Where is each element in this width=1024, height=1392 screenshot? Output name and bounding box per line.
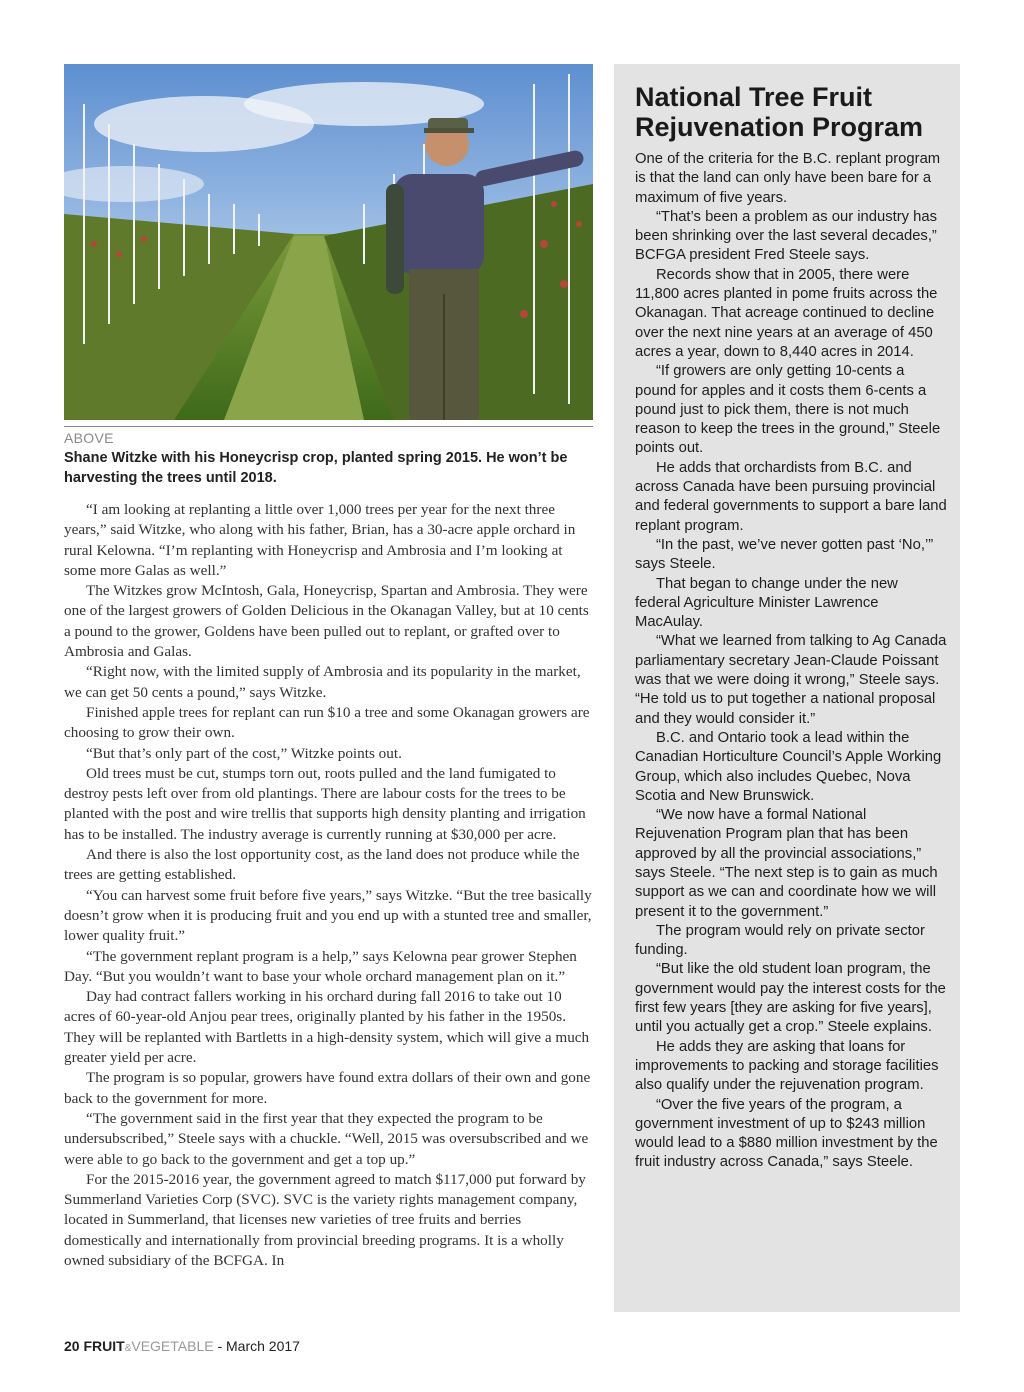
article-paragraph: The program is so popular, growers have found extra dollars of their own and gone back to the government for more.	[64, 1069, 591, 1107]
sidebar-paragraph: Records show that in 2005, there were 11,800 acres planted in pome fruits across the Okanagan. That acreage continued to decline over the next nine years at an average of 450 acres a year, down to 8,440 acres in 2014.	[635, 266, 938, 360]
sidebar-paragraph: He adds that orchardists from B.C. and across Canada have been pursuing provincial and federal governments to support a bare land replant program.	[635, 459, 947, 534]
sidebar-paragraph: B.C. and Ontario took a lead within the Canadian Horticulture Council’s Apple Working Group, which also includes Quebec, Nova Scotia and New Brunswick.	[635, 729, 942, 804]
sidebar-paragraph: The program would rely on private sector funding.	[635, 922, 925, 959]
sidebar-paragraph: “If growers are only getting 10-cents a pound for apples and it costs them 6-cents a pound just to pick them, there is not much reason to keep the trees in the ground,” Steele points out.	[635, 363, 941, 457]
page-number: 20	[64, 1338, 80, 1354]
magazine-name-ampersand: &	[124, 1343, 132, 1354]
article-paragraph: Old trees must be cut, stumps torn out, roots pulled and the land fumigated to destroy pests left over from old plantings. There are labour costs for the trees to be planted with the post and wire trellis that supports high density planting and irrigation has to be installed. The industry average is currently running at $30,000 per acre.	[64, 764, 586, 843]
sidebar-box	[614, 64, 960, 1312]
sidebar-paragraph: “In the past, we’ve never gotten past ‘No,’” says Steele.	[635, 536, 934, 573]
article-paragraph: “The government said in the first year that they expected the program to be undersubscribed,” Steele says with a chuckle. “Well, 2015 was oversubscribed and we were able to go back to the government and get a top up.”	[64, 1109, 589, 1168]
orchard-photo	[64, 64, 593, 420]
article-paragraph: For the 2015-2016 year, the government agreed to match $117,000 put forward by Summerland Varieties Corp (SVC). SVC is the variety rights management company, located in Summerland, that licenses new varieties of tree fruits and berries domestically and internationally from provincial breeding programs. It is a wholly owned subsidiary of the BCFGA. In	[64, 1170, 586, 1269]
article-paragraph: “I am looking at replanting a little over 1,000 trees per year for the next three years,” said Witzke, who along with his father, Brian, has a 30-acre apple orchard in rural Kelowna. “I’m replanting with Honeycrisp and Ambrosia and I’m looking at some more Galas as well.”	[64, 501, 576, 579]
article-paragraph: And there is also the lost opportunity cost, as the land does not produce while the trees are getting established.	[64, 846, 580, 884]
sidebar-paragraph: “But like the old student loan program, the government would pay the interest costs for the first few years [they are asking for five years], until you actually get a crop.” Steele explains.	[635, 961, 946, 1036]
article-paragraph: Finished apple trees for replant can run $10 a tree and some Okanagan growers are choosing to grow their own.	[64, 703, 590, 742]
caption-kicker: ABOVE	[64, 430, 114, 446]
sidebar-body	[635, 150, 947, 1173]
sidebar-paragraph: That began to change under the new federal Agriculture Minister Lawrence MacAulay.	[635, 575, 898, 631]
caption-rule	[64, 426, 593, 427]
sidebar-title: National Tree Fruit Rejuvenation Program	[635, 82, 924, 142]
sidebar-paragraph: He adds they are asking that loans for improvements to packing and storage facilities also qualify under the rejuvenation program.	[635, 1038, 939, 1094]
sidebar-paragraph: One of the criteria for the B.C. replant program is that the land can only have been bare for a maximum of five years.	[635, 151, 941, 206]
article-paragraph: “But that’s only part of the cost,” Witzke points out.	[86, 744, 402, 762]
article-paragraph: The Witzkes grow McIntosh, Gala, Honeycrisp, Spartan and Ambrosia. They were one of the largest growers of Golden Delicious in the Okanagan Valley, but at 10 cents a pound to the grower, Goldens have been pulled out to replant, or grafted over to Ambrosia and Galas.	[64, 582, 589, 661]
sidebar-paragraph: “We now have a formal National Rejuvenation Program plan that has been approved by all the provincial associations,” says Steele. “The next step is to gain as much support as we can and coordinate how we will present it to the government.”	[635, 807, 938, 920]
sidebar-paragraph: “What we learned from talking to Ag Canada parliamentary secretary Jean-Claude Poissant was that we were doing it wrong,” Steele says. “He told us to put together a national proposal and they would consider it.”	[635, 633, 947, 727]
sidebar-paragraph: “Over the five years of the program, a government investment of up to $243 million would lead to a $880 million investment by the fruit industry across Canada,” says Steele.	[635, 1096, 938, 1171]
magazine-name-fruit: FRUIT	[83, 1338, 125, 1354]
sidebar-paragraph: “That’s been a problem as our industry has been shrinking over the last several decades,” BCFGA president Fred Steele says.	[635, 208, 938, 264]
issue-date: - March 2017	[217, 1338, 300, 1354]
article-paragraph: “Right now, with the limited supply of Ambrosia and its popularity in the market, we can get 50 cents a pound,” says Witzke.	[64, 663, 581, 701]
article-paragraph: Day had contract fallers working in his orchard during fall 2016 to take out 10 acres of 60-year-old Anjou pear trees, originally planted by his father in the 1950s. They will be replanted with Bartletts in a high-density system, which will give a much greater yield per acre.	[64, 988, 590, 1067]
photo-caption: Shane Witzke with his Honeycrisp crop, planted spring 2015. He won’t be harvesting the trees until 2018.	[64, 450, 568, 486]
article-paragraph: “The government replant program is a help,” says Kelowna pear grower Stephen Day. “But you wouldn’t want to base your whole orchard management plan on it.”	[64, 947, 577, 985]
magazine-name-vegetable: VEGETABLE	[131, 1338, 214, 1354]
page-footer	[64, 1338, 300, 1354]
article-paragraph: “You can harvest some fruit before five years,” says Witzke. “But the tree basically doesn’t grow when it is producing fruit and you end up with a stunted tree and smaller, lower quality fruit.”	[64, 886, 592, 945]
article-body	[64, 500, 592, 1271]
